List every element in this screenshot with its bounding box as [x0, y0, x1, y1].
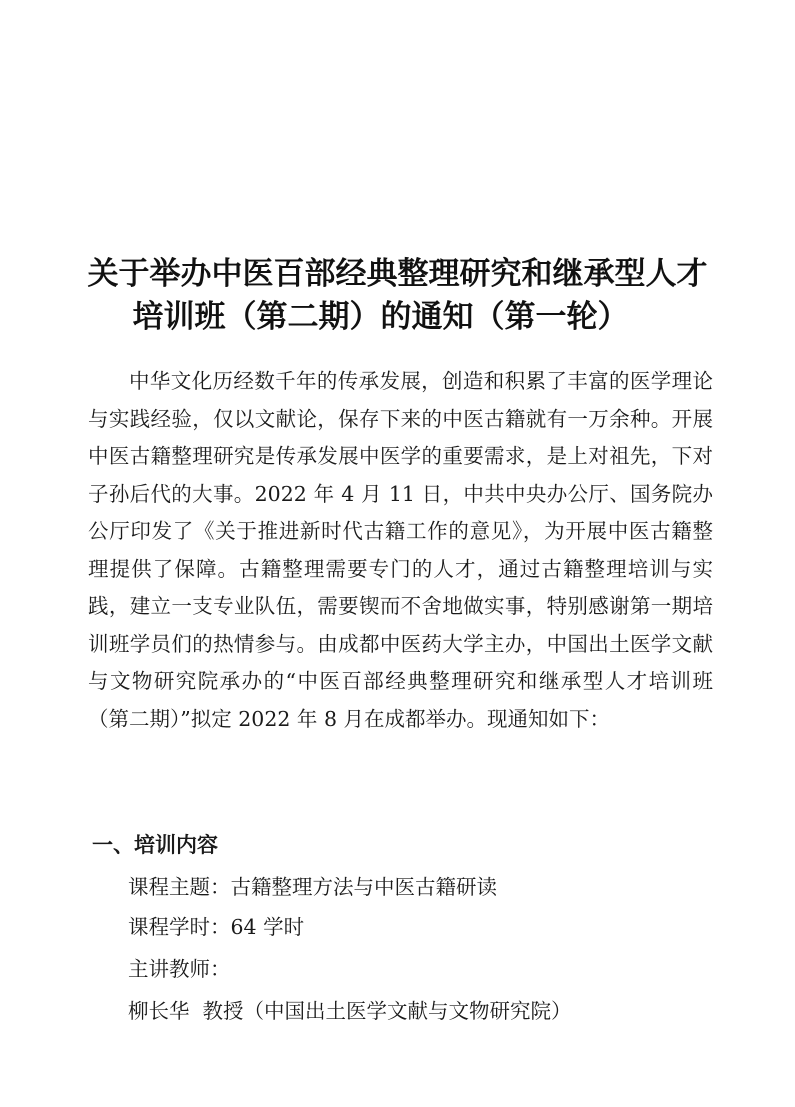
document-title-line-1: 关于举办中医百部经典整理研究和继承型人才	[87, 256, 708, 292]
course-topic: 课程主题：古籍整理方法与中医古籍研读	[128, 875, 497, 899]
lecturer-entry: 柳长华 教授（中国出土医学文献与文物研究院）	[128, 999, 572, 1023]
course-hours: 课程学时：64 学时	[128, 915, 305, 939]
intro-paragraph: 中华文化历经数千年的传承发展，创造和积累了丰富的医学理论与实践经验，仅以文献论，保存下来的中医古籍就有一万余种。开展中医古籍整理研究是传承发展中医学的重要需求，是上对祖先，下对子孙后代的大事。2022 年 4 月 11 日，中共中央办公厅、国务院办公厅印发了《关于推进新时代古籍工作的意见》，为开展中医古籍整理提供了保障。古籍整理需要专门的人才，通过古籍整理培训与实践，建立一支专业队伍，需要锲而不舍地做实事，特别感谢第一期培训班学员们的热情参与。由成都中医药大学主办，中国出土医学文献与文物研究院承办的“中医百部经典整理研究和继承型人才培训班（第二期）”拟定 2022 年 8 月在成都举办。现通知如下：	[88, 369, 713, 731]
lecturers-label: 主讲教师：	[128, 957, 231, 981]
document-title-line-2: 培训班（第二期）的通知（第一轮）	[132, 299, 629, 335]
section-heading-training-content: 一、培训内容	[92, 833, 218, 857]
